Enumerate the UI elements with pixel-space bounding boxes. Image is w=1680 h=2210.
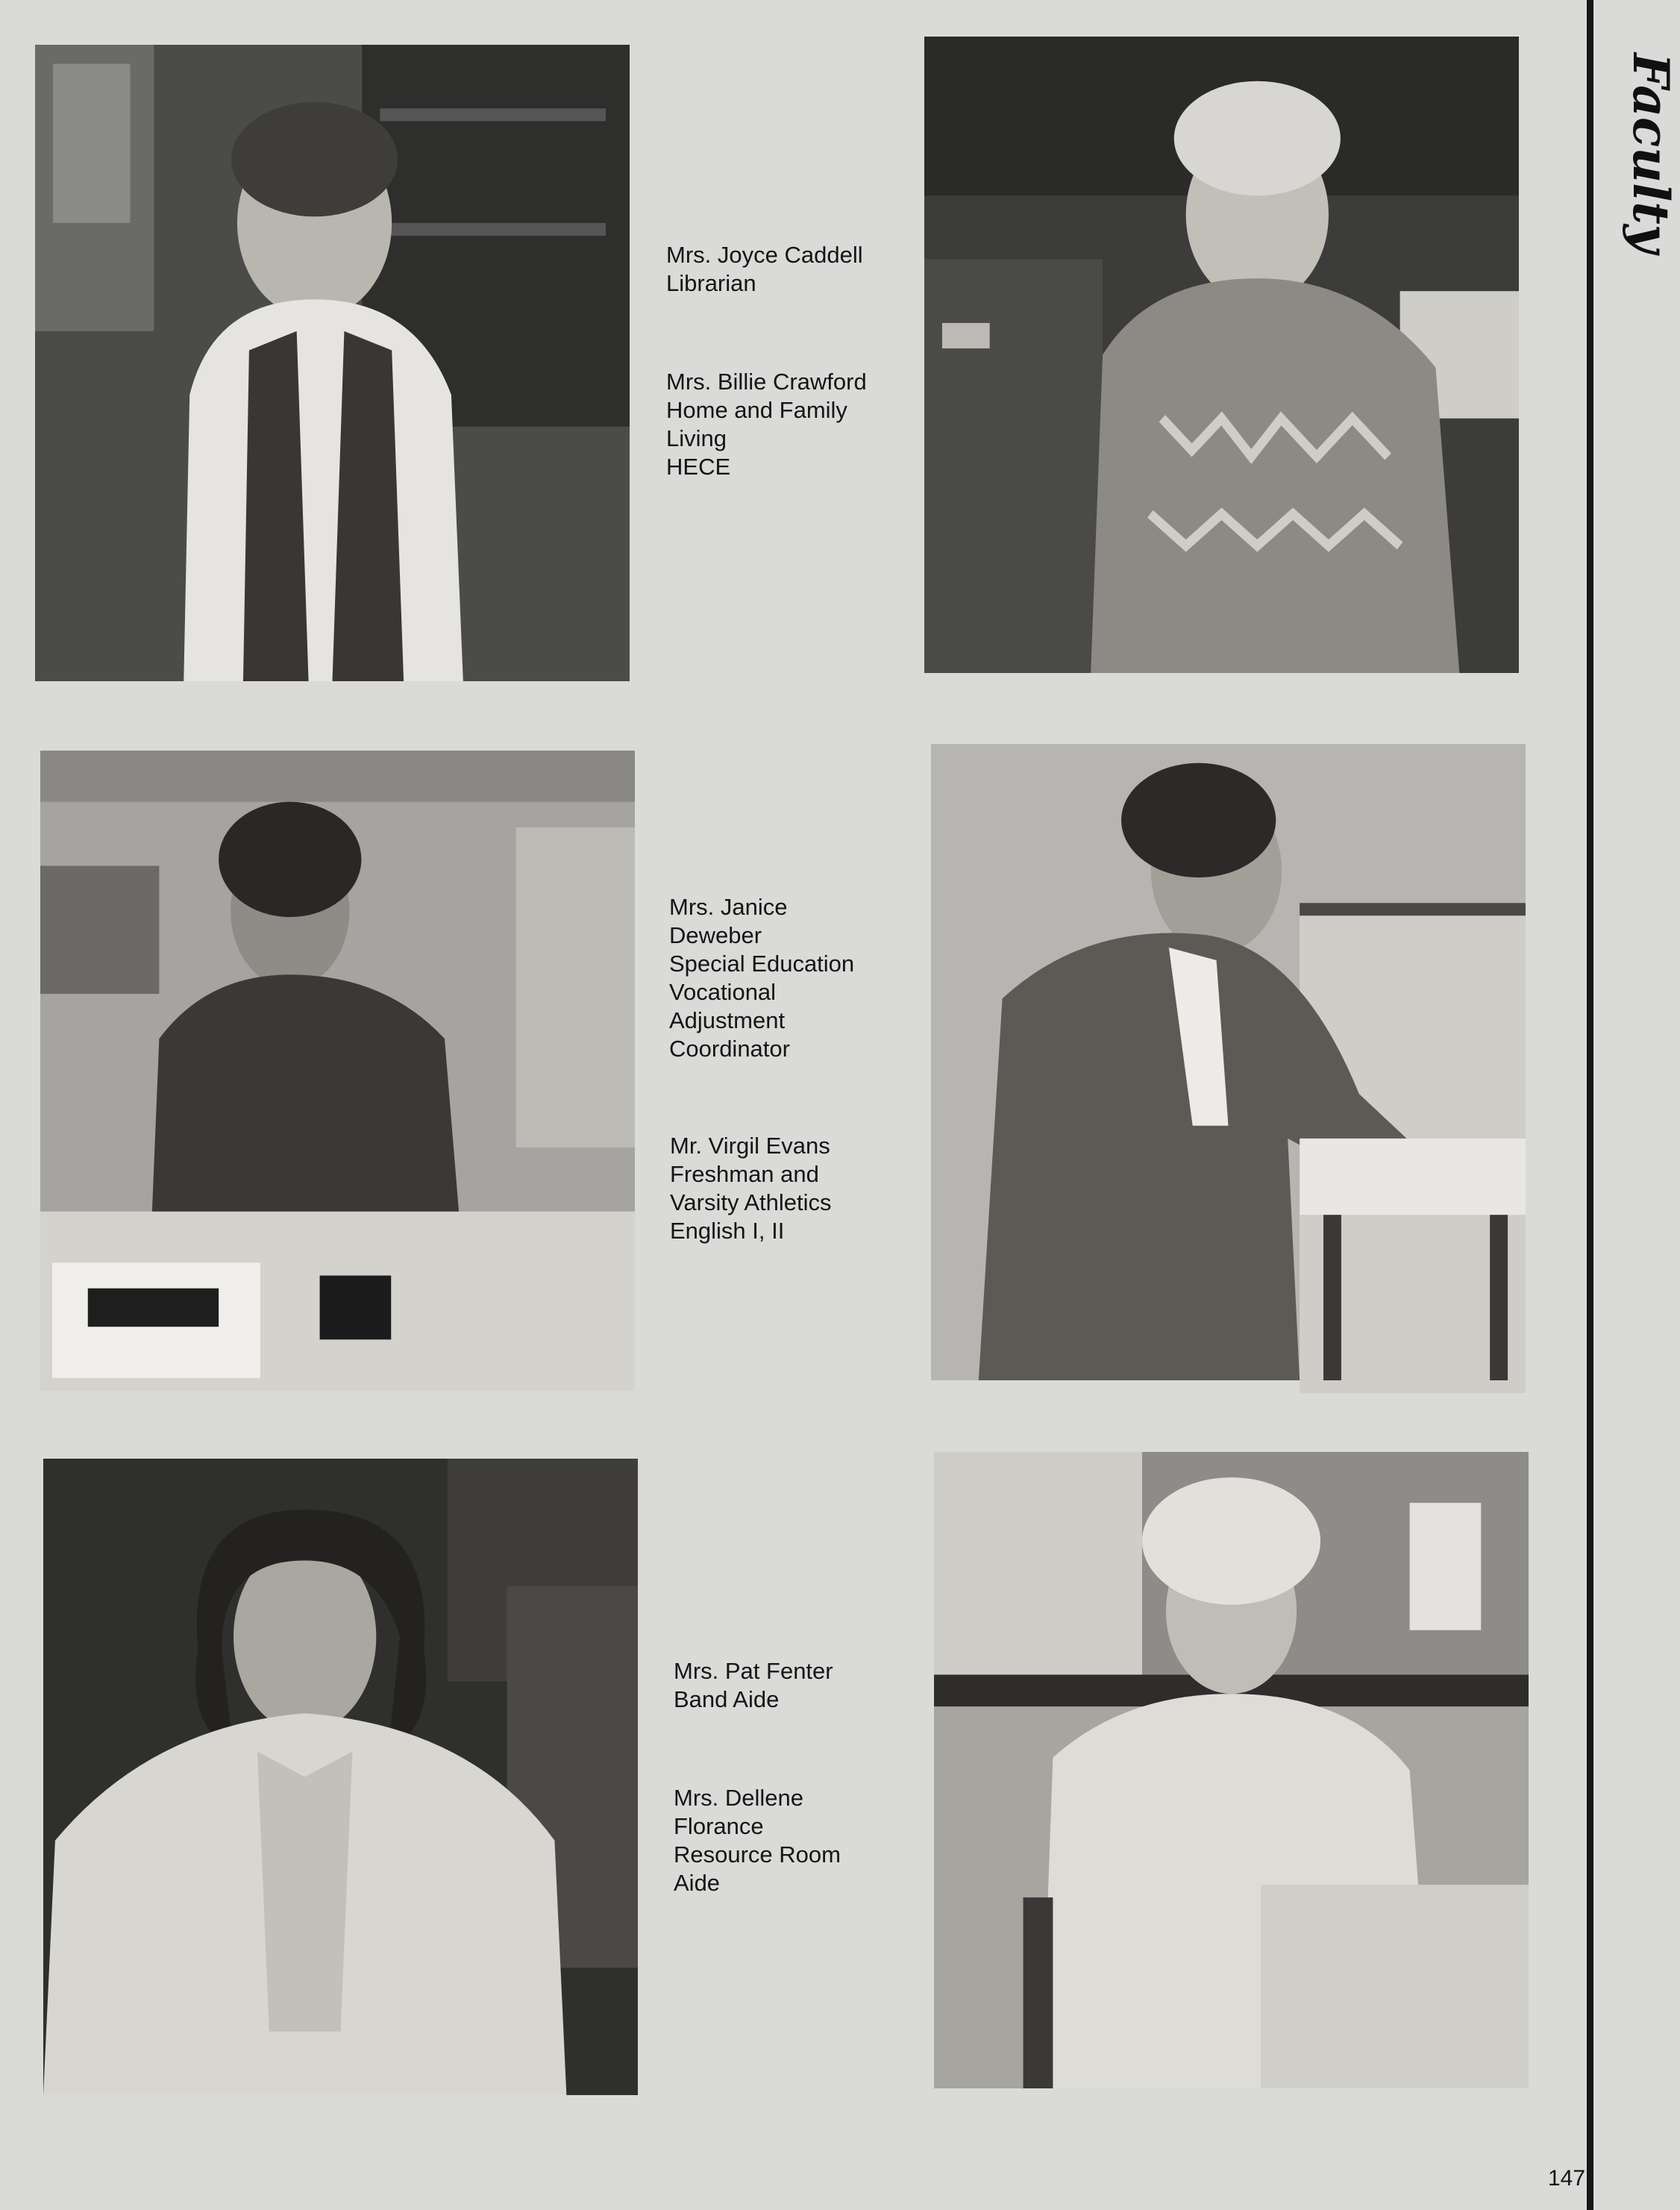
caption-role: English I, II (670, 1218, 785, 1244)
caption-role: Special Education (669, 951, 855, 977)
caption-name: Mrs. Dellene (674, 1785, 803, 1811)
caption-name: Mrs. Janice (669, 894, 788, 920)
caption-role: Resource Room (674, 1841, 841, 1868)
caption-billie-crawford (666, 368, 867, 481)
caption-role: Adjustment (669, 1007, 786, 1033)
portrait-photo-billie-crawford (924, 37, 1519, 673)
caption-virgil-evans (670, 1132, 832, 1245)
caption-name: Mrs. Pat Fenter (674, 1658, 833, 1684)
caption-pat-fenter (674, 1657, 833, 1714)
caption-role: Home and Family (666, 397, 847, 423)
caption-name: Mrs. Joyce Caddell (666, 242, 863, 268)
caption-name: Deweber (669, 922, 762, 948)
caption-role: Vocational (669, 979, 777, 1005)
caption-role: Varsity Athletics (670, 1189, 832, 1215)
section-title-text: Faculty (1622, 52, 1680, 254)
section-title (1622, 30, 1680, 276)
portrait-photo-virgil-evans (931, 744, 1526, 1380)
caption-name: Mr. Virgil Evans (670, 1133, 830, 1159)
caption-janice-deweber (669, 893, 854, 1063)
caption-joyce-caddell (666, 241, 863, 298)
caption-role: Band Aide (674, 1686, 780, 1712)
portrait-photo-pat-fenter (43, 1459, 638, 2095)
caption-dellene-florance (674, 1784, 841, 1897)
portrait-photo-janice-deweber (40, 751, 635, 1391)
caption-role: HECE (666, 454, 731, 480)
caption-role: Coordinator (669, 1036, 790, 1062)
portrait-photo-joyce-caddell (35, 45, 630, 681)
caption-name: Florance (674, 1813, 764, 1839)
caption-name: Mrs. Billie Crawford (666, 369, 867, 395)
page-number: 147 (1548, 2166, 1586, 2191)
caption-role: Librarian (666, 270, 756, 296)
portrait-photo-dellene-florance (934, 1452, 1529, 2088)
margin-rule (1587, 0, 1593, 2210)
caption-role: Freshman and (670, 1161, 819, 1187)
caption-role: Living (666, 425, 727, 451)
caption-role: Aide (674, 1870, 721, 1896)
